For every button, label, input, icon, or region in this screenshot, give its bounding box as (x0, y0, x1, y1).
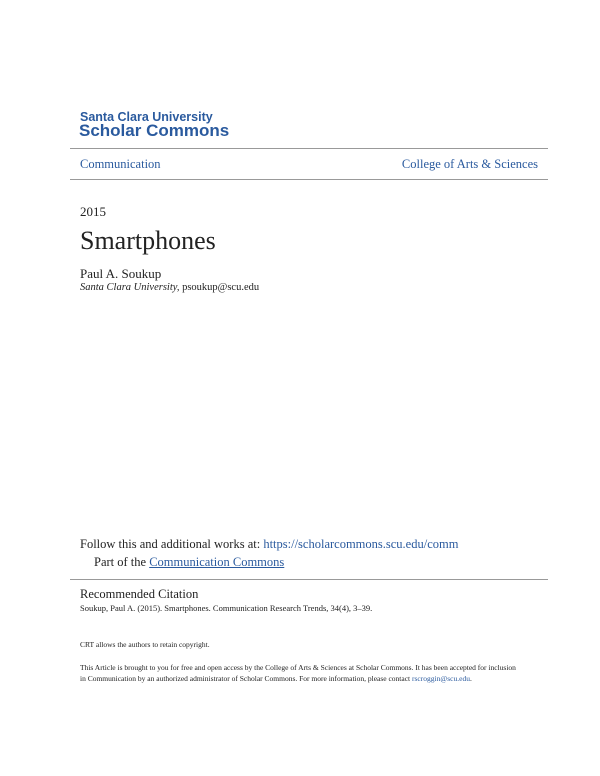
copyright-note: CRT allows the authors to retain copyright. (80, 640, 210, 649)
part-of-label: Part of the (94, 555, 147, 569)
college-link[interactable]: College of Arts & Sciences (401, 157, 538, 171)
contact-email-link[interactable]: rscroggin@scu.edu (412, 674, 470, 683)
follow-line (80, 537, 458, 552)
note-trailing: . (469, 674, 472, 683)
repository-name[interactable]: Scholar Commons (79, 121, 230, 140)
access-text: This Article is brought to you for free and open access by the College of Arts & Sciences at Scholar Commons. It has been accepted for inclusion in Communication by an authorized administrator of Scholar Commons. For more information, please contact (80, 663, 516, 683)
affiliation-text: Santa Clara University, (80, 282, 180, 293)
collection-url-link[interactable]: https://scholarcommons.scu.edu/comm (263, 537, 459, 551)
top-divider (70, 148, 548, 149)
communication-link[interactable]: Communication (80, 157, 161, 171)
article-title: Smartphones (80, 226, 216, 255)
university-name: Santa Clara University (80, 110, 213, 124)
citation-divider (70, 579, 548, 580)
publication-year: 2015 (80, 204, 106, 219)
author-email: psoukup@scu.edu (182, 282, 260, 293)
part-of-line (94, 555, 284, 570)
communication-commons-link[interactable]: Communication Commons (149, 555, 285, 569)
nav-divider (70, 179, 548, 180)
access-note (80, 662, 520, 684)
citation-heading: Recommended Citation (80, 587, 199, 601)
follow-label: Follow this and additional works at: (80, 537, 261, 551)
author-affiliation (80, 282, 259, 293)
citation-text: Soukup, Paul A. (2015). Smartphones. Communication Research Trends, 34(4), 3–39. (80, 603, 373, 613)
author-name: Paul A. Soukup (80, 266, 162, 281)
